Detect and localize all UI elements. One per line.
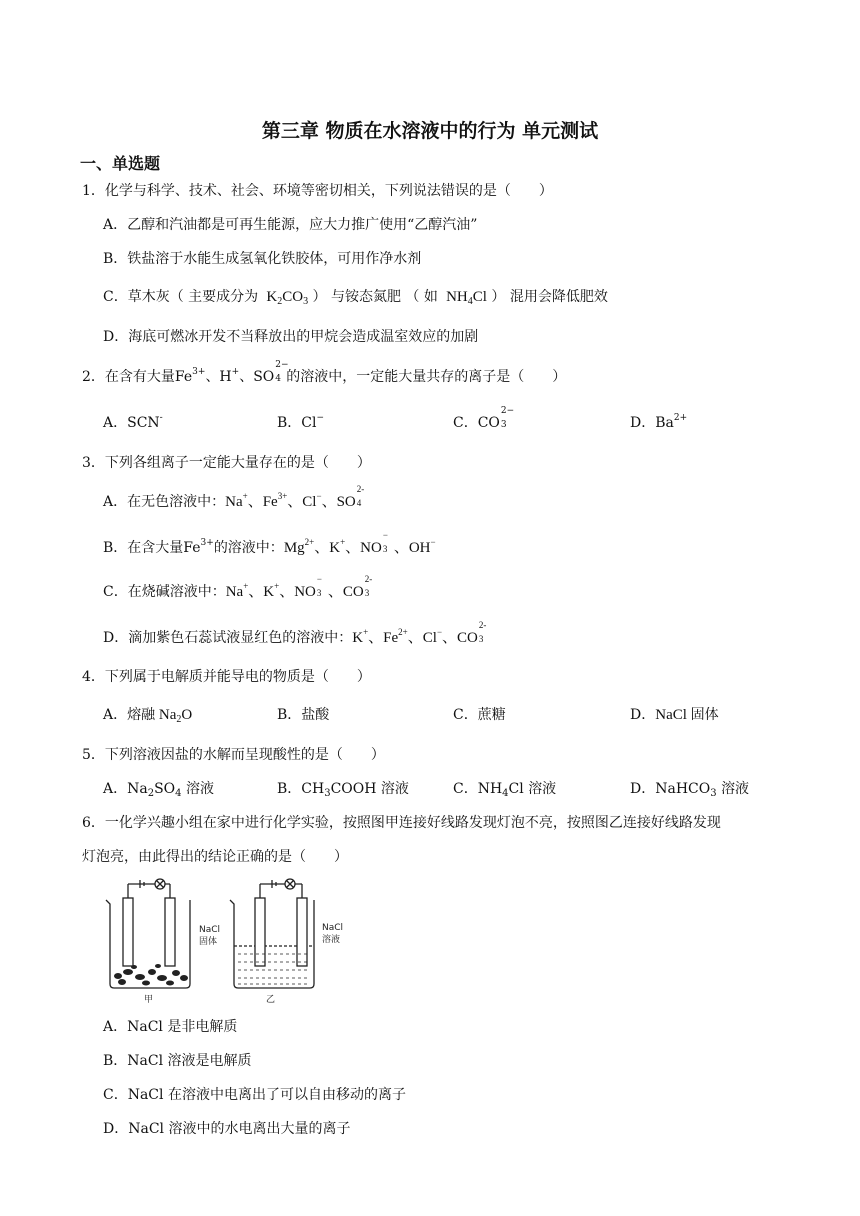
circuit-diagram-figure [100, 874, 360, 1004]
question-5-option-a: A．$Na_2SO_4$ 溶液 [103, 781, 214, 799]
question-6-stem-line-2: 灯泡亮，由此得出的结论正确的是（ ） [82, 849, 348, 865]
question-3-option-b: B．在含大量$Fe^{3+}$的溶液中：$Mg^{2+}$、K+、NO − 3 、OH− [103, 530, 436, 556]
question-5-option-d: D．NaHCO$_3$ 溶液 [630, 781, 750, 799]
question-1-option-d: D．海底可燃冰开发不当释放出的甲烷会造成温室效应的加剧 [103, 329, 479, 345]
caption-jia: 甲 [144, 995, 154, 1004]
question-1-option-c: C．草木灰（ 主要成分为 $K_2CO_3$ ） 与铵态氮肥 （ 如 $NH_4Cl$ ） 混用会降低肥效 [103, 289, 608, 307]
question-1-option-a: A．乙醇和汽油都是可再生能源，应大力推广使用“乙醇汽油” [103, 217, 478, 233]
question-3-option-d: D．滴加紫色石蕊试液显红色的溶液中：K+、$Fe^{2+}$、Cl−、CO 2- 3 [103, 620, 487, 646]
question-4-stem: 4．下列属于电解质并能导电的物质是（ ） [82, 669, 371, 685]
question-4-option-a: A．熔融 $Na_2O$ [103, 707, 193, 725]
question-5-stem: 5．下列溶液因盐的水解而呈现酸性的是（ ） [82, 747, 385, 763]
caption-yi: 乙 [266, 995, 276, 1004]
section-heading: 一、单选题 [80, 154, 161, 173]
question-3-stem: 3．下列各组离子一定能大量存在的是（ ） [82, 455, 371, 471]
label-solid: 固体 [199, 937, 218, 947]
question-5-option-b: B．$CH_3COOH$ 溶液 [277, 781, 409, 799]
question-2-option-c: C．CO 2− 3 [453, 406, 515, 431]
question-6-stem-line-1: 6．一化学兴趣小组在家中进行化学实验，按照图甲连接好线路发现灯泡不亮，按照图乙连接好线路发现 [82, 815, 721, 831]
question-4-option-c: C．蔗糖 [453, 707, 506, 723]
question-6-option-d: D．NaCl 溶液中的水电离出大量的离子 [103, 1121, 351, 1137]
label-nacl-right: NaCl [322, 923, 344, 933]
question-1-stem: 1．化学与科学、技术、社会、环境等密切相关，下列说法错误的是（ ） [82, 183, 553, 199]
question-2-stem: 2．在含有大量$Fe^{3+}$、H+、SO 2− 4 的溶液中，一定能大量共存的离子是（ ） [82, 360, 567, 385]
question-4-option-d: D．NaCl 固体 [630, 707, 719, 723]
question-6-option-c: C．NaCl 在溶液中电离出了可以自由移动的离子 [103, 1087, 406, 1103]
question-5-option-c: C．$NH_4Cl$ 溶液 [453, 781, 557, 799]
question-3-option-a: A．在无色溶液中：Na+、$Fe^{3+}$、Cl−、SO 2- 4 [103, 484, 365, 510]
question-4-option-b: B．盐酸 [277, 707, 330, 723]
solid-nacl-particles [114, 964, 188, 986]
apparatus-yi [230, 879, 314, 988]
question-2-option-b: B．Cl− [277, 413, 325, 431]
question-6-option-b: B．NaCl 溶液是电解质 [103, 1053, 252, 1069]
label-solution: 溶液 [322, 935, 341, 945]
question-1-option-b: B．铁盐溶于水能生成氢氧化铁胶体，可用作净水剂 [103, 251, 422, 267]
label-nacl-left: NaCl [199, 925, 221, 935]
question-3-option-c: C．在烧碱溶液中：Na+、K+、NO − 3 、CO 2- 3 [103, 574, 373, 600]
page-title: 第三章 物质在水溶液中的行为 单元测试 [261, 120, 599, 142]
question-2-option-d: D．$Ba^{2+}$ [630, 413, 688, 431]
question-2-option-a: A．SCN- [103, 413, 163, 431]
question-6-option-a: A．NaCl 是非电解质 [103, 1019, 238, 1035]
